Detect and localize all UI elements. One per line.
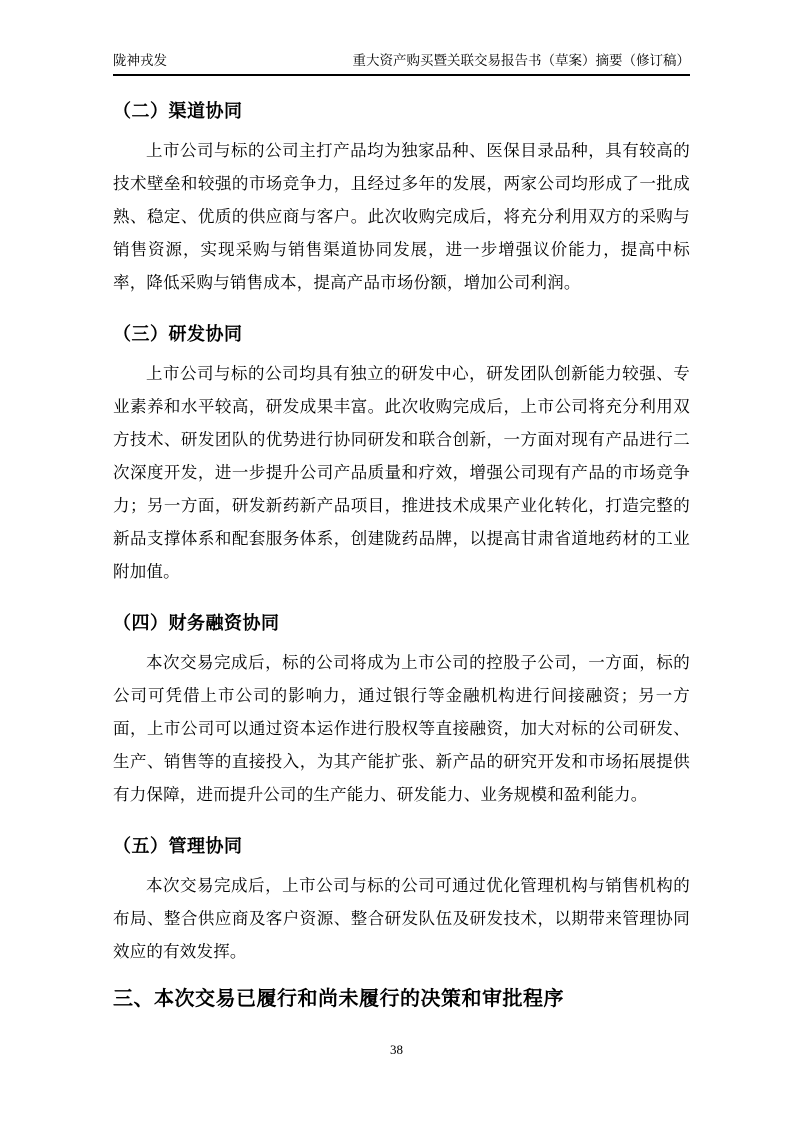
section-paragraph: 本次交易完成后，标的公司将成为上市公司的控股子公司，一方面，标的公司可凭借上市公司的影响力，通过银行等金融机构进行间接融资；另一方面，上市公司可以通过资本运作进行股权等直接融资，加大对标的公司研发、生产、销售等的直接投入，为其产能扩张、新产品的研究开发和市场拓展提供有力保障，进而提升公司的生产能力、研发能力、业务规模和盈利能力。 bbox=[113, 653, 690, 804]
section-finance-synergy bbox=[113, 610, 690, 811]
section-management-synergy bbox=[113, 833, 690, 968]
header-company-name: 陇神戎发 bbox=[113, 53, 167, 68]
page-header bbox=[113, 52, 690, 76]
section-heading-finance-synergy: （四）财务融资协同 bbox=[113, 613, 280, 633]
section-paragraph: 上市公司与标的公司主打产品均为独家品种、医保目录品种，具有较高的技术壁垒和较强的市场竞争力，且经过多年的发展，两家公司均形成了一批成熟、稳定、优质的供应商与客户。此次收购完成后，将充分利用双方的采购与销售资源，实现采购与销售渠道协同发展，进一步增强议价能力，提高中标率，降低采购与销售成本，提高产品市场份额，增加公司利润。 bbox=[113, 141, 690, 292]
chapter-heading-approval-procedures: 三、本次交易已履行和尚未履行的决策和审批程序 bbox=[113, 988, 564, 1010]
section-heading-channel-synergy: （二）渠道协同 bbox=[113, 101, 243, 121]
section-paragraph: 本次交易完成后，上市公司与标的公司可通过优化管理机构与销售机构的布局、整合供应商及客户资源、整合研发队伍及研发技术，以期带来管理协同效应的有效发挥。 bbox=[113, 876, 690, 961]
header-document-title: 重大资产购买暨关联交易报告书（草案）摘要（修订稿） bbox=[352, 53, 690, 68]
section-heading-rd-synergy: （三）研发协同 bbox=[113, 324, 243, 344]
section-rd-synergy bbox=[113, 321, 690, 588]
section-paragraph: 上市公司与标的公司均具有独立的研发中心，研发团队创新能力较强、专业素养和水平较高，研发成果丰富。此次收购完成后，上市公司将充分利用双方技术、研发团队的优势进行协同研发和联合创新，一方面对现有产品进行二次深度开发，进一步提升公司产品质量和疗效，增强公司现有产品的市场竞争力；另一方面，研发新药新产品项目，推进技术成果产业化转化，打造完整的新品支撑体系和配套服务体系，创建陇药品牌，以提高甘肃省道地药材的工业附加值。 bbox=[113, 364, 690, 581]
page-number: 38 bbox=[390, 1042, 403, 1057]
section-heading-management-synergy: （五）管理协同 bbox=[113, 836, 243, 856]
section-channel-synergy bbox=[113, 98, 690, 299]
